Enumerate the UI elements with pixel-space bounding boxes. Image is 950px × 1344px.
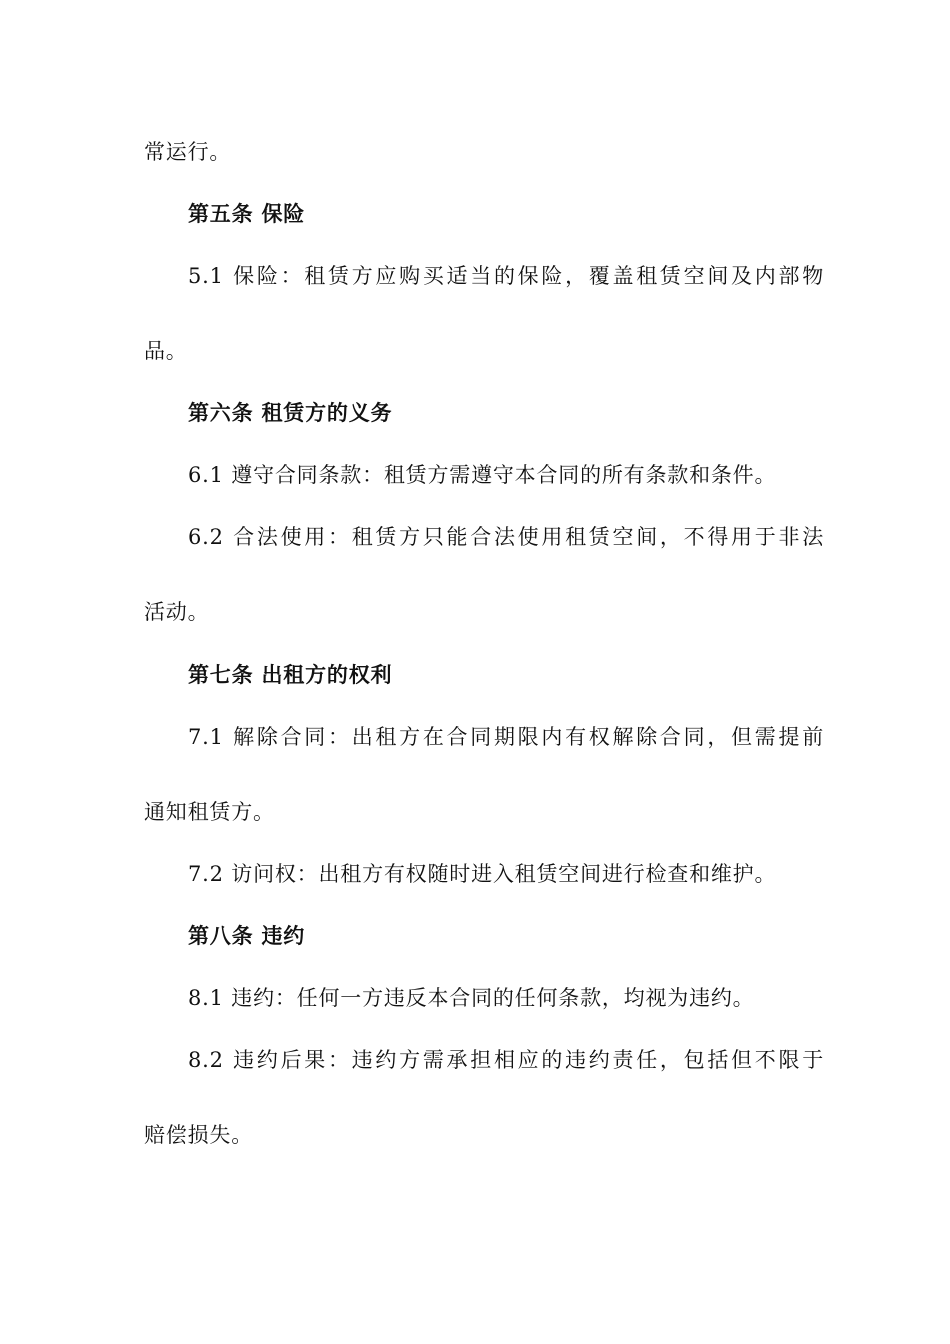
clause-6-2: 6.2 合法使用：租赁方只能合法使用租赁空间，不得用于非法: [188, 525, 824, 549]
article-5-heading: 第五条 保险: [188, 202, 306, 226]
article-8-heading: 第八条 违约: [188, 924, 306, 948]
clause-8-2-continuation: 赔偿损失。: [144, 1123, 253, 1147]
paragraph-continuation: 常运行。: [144, 140, 232, 164]
clause-7-2: 7.2 访问权：出租方有权随时进入租赁空间进行检查和维护。: [188, 862, 777, 886]
article-6-heading: 第六条 租赁方的义务: [188, 401, 393, 425]
clause-6-2-continuation: 活动。: [144, 600, 210, 624]
clause-5-1: 5.1 保险：租赁方应购买适当的保险，覆盖租赁空间及内部物: [188, 264, 824, 288]
clause-8-2: 8.2 违约后果：违约方需承担相应的违约责任，包括但不限于: [188, 1048, 824, 1072]
clause-7-1: 7.1 解除合同：出租方在合同期限内有权解除合同，但需提前: [188, 725, 824, 749]
article-7-heading: 第七条 出租方的权利: [188, 663, 393, 687]
clause-6-1: 6.1 遵守合同条款：租赁方需遵守本合同的所有条款和条件。: [188, 463, 777, 487]
clause-5-1-continuation: 品。: [144, 339, 188, 363]
clause-8-1: 8.1 违约：任何一方违反本合同的任何条款，均视为违约。: [188, 986, 755, 1010]
clause-7-1-continuation: 通知租赁方。: [144, 800, 275, 824]
